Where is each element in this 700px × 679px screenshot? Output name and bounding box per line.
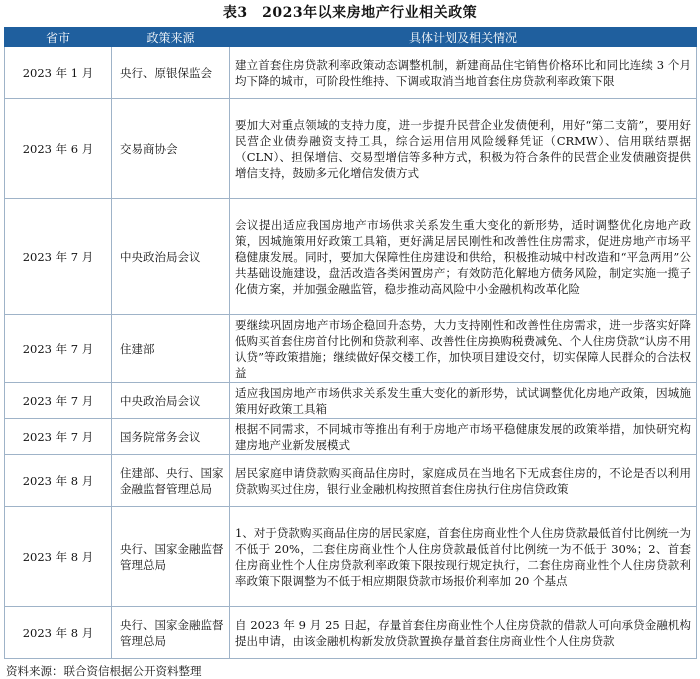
source-cell: 住建部、央行、国家金融监督管理总局 (112, 455, 230, 507)
table-row (5, 383, 697, 419)
source-cell: 住建部 (112, 315, 230, 383)
detail-cell: 要继续巩固房地产市场企稳回升态势，大力支持刚性和改善性住房需求，进一步落实好降低购买首套住房首付比例和贷款利率、改善性住房换购税费减免、个人住房贷款“认房不用认贷”等政策措施；继续做好保交楼工作，加快项目建设交付，切实保障人民群众的合法权益 (230, 315, 697, 383)
table-row (5, 199, 697, 315)
detail-cell: 自 2023 年 9 月 25 日起，存量首套住房商业性个人住房贷款的借款人可向承贷金融机构提出申请，由该金融机构新发放贷款置换存量首套住房商业性个人住房贷款 (230, 607, 697, 659)
date-cell: 2023 年 7 月 (5, 383, 112, 419)
detail-cell: 建立首套住房贷款利率政策动态调整机制，新建商品住宅销售价格环比和同比连续 3 个月均下降的城市，可阶段性维持、下调或取消当地首套住房贷款利率政策下限 (230, 47, 697, 99)
table-row (5, 507, 697, 607)
table-title: 表3 2023年以来房地产行业相关政策 (222, 5, 478, 21)
detail-cell: 1、对于贷款购买商品住房的居民家庭，首套住房商业性个人住房贷款最低首付比例统一为不低于 20%，二套住房商业性个人住房贷款最低首付比例统一为不低于 30%；2、首套住房商业性个人住房贷款利率政策下限按现行规定执行，二套住房商业性个人住房贷款利率政策下限调整为不低于相应期限贷款市场报价利率加 20 个基点 (230, 507, 697, 607)
date-cell: 2023 年 7 月 (5, 199, 112, 315)
header-detail: 具体计划及相关情况 (230, 28, 697, 47)
date-cell: 2023 年 1 月 (5, 47, 112, 99)
header-row (5, 28, 697, 47)
detail-cell: 会议提出适应我国房地产市场供求关系发生重大变化的新形势，适时调整优化房地产政策，因城施策用好政策工具箱，更好满足居民刚性和改善性住房需求，促进房地产市场平稳健康发展。同时，要加大保障性住房建设和供给，积极推动城中村改造和“平急两用”公共基础设施建设，盘活改造各类闲置房产；有效防范化解地方债务风险，制定实施一揽子化债方案，并加强金融监管，稳步推动高风险中小金融机构改革化险 (230, 199, 697, 315)
policy-table (4, 27, 697, 659)
table-row (5, 455, 697, 507)
table-row (5, 419, 697, 455)
detail-cell: 居民家庭申请贷款购买商品住房时，家庭成员在当地名下无成套住房的，不论是否以利用贷款购买过住房，银行业金融机构按照首套住房执行住房信贷政策 (230, 455, 697, 507)
date-cell: 2023 年 8 月 (5, 455, 112, 507)
date-cell: 2023 年 7 月 (5, 315, 112, 383)
source-note: 资料来源：联合资信根据公开资料整理 (6, 664, 202, 678)
source-cell: 国务院常务会议 (112, 419, 230, 455)
date-cell: 2023 年 8 月 (5, 607, 112, 659)
source-cell: 央行、国家金融监督管理总局 (112, 507, 230, 607)
source-cell: 央行、原银保监会 (112, 47, 230, 99)
source-cell: 央行、国家金融监督管理总局 (112, 607, 230, 659)
table-row (5, 99, 697, 199)
date-cell: 2023 年 7 月 (5, 419, 112, 455)
table-row (5, 47, 697, 99)
date-cell: 2023 年 6 月 (5, 99, 112, 199)
detail-cell: 根据不同需求，不同城市等推出有利于房地产市场平稳健康发展的政策举措，加快研究构建房地产业新发展模式 (230, 419, 697, 455)
date-cell: 2023 年 8 月 (5, 507, 112, 607)
source-cell: 中央政治局会议 (112, 199, 230, 315)
header-source: 政策来源 (112, 28, 230, 47)
table-row (5, 315, 697, 383)
table-row (5, 607, 697, 659)
source-cell: 中央政治局会议 (112, 383, 230, 419)
source-cell: 交易商协会 (112, 99, 230, 199)
detail-cell: 适应我国房地产市场供求关系发生重大变化的新形势，试试调整优化房地产政策，因城施策用好政策工具箱 (230, 383, 697, 419)
detail-cell: 要加大对重点领域的支持力度，进一步提升民营企业发债便利，用好“第二支箭”，要用好民营企业债券融资支持工具，综合运用信用风险缓释凭证（CRMW）、信用联结票据（CLN）、担保增信、交易型增信等多种方式，积极为符合条件的民营企业发债融资提供增信支持，鼓励多元化增信发债方式 (230, 99, 697, 199)
header-province: 省市 (5, 28, 112, 47)
